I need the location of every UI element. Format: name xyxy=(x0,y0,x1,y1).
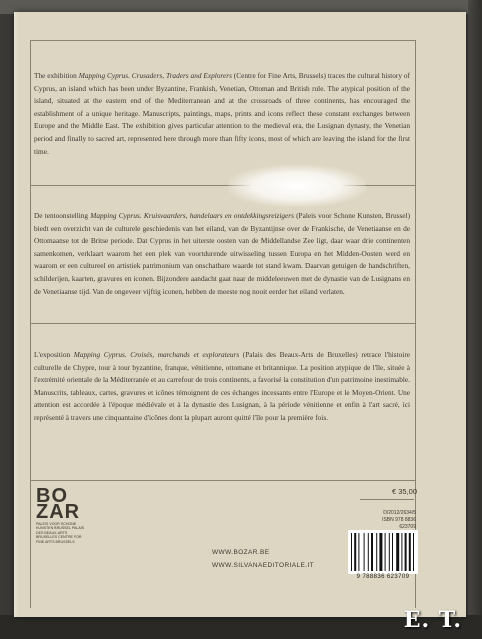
plastic-wrap-edge xyxy=(14,12,18,617)
english-exhibition-title: Mapping Cyprus. Crusaders, Traders and Explorers xyxy=(78,71,232,80)
light-glare xyxy=(228,165,366,207)
barcode-number: 9 788836 623709 xyxy=(356,574,410,580)
price-rule xyxy=(360,499,414,500)
french-text-body: (Palais des Beaux-Arts de Bruxelles) retrace l'histoire culturelle de Chypre, tour à tour byzantine, franque, vénitienne, ottomane et britannique. La position atypique de l'île, située à l'extrémité orientale de la Méditerranée et au carrefour de trois continents, a favorisé la constitution d'un patrimoine inestimable. Manuscrits, tableaux, cartes, gravures et icônes témoignent de ces échanges incessants entre l'Europe et le Moyen-Orient. Une attention est accordée à l'époque médiévale et à la dynastie des Lusignan, à la période vénitienne et enfin à l'art sacré, ici représenté à travers une cinquantaine d'icônes dont la plupart auront quitté l'île pour la première fois. xyxy=(34,350,410,422)
book-codes xyxy=(378,510,416,531)
logo-subtitle: PALEIS VOOR SCHONE KUNSTEN BRUSSEL PALAIS DES BEAUX-ARTS BRUXELLES CENTRE FOR FINE ARTS BRUSSELS xyxy=(36,522,85,544)
price-label: € 35,00 xyxy=(392,487,418,496)
bozar-url: WWW.BOZAR.BE xyxy=(212,549,270,556)
dutch-text-start: De tentoonstelling xyxy=(34,211,91,220)
frame-top-rule xyxy=(30,40,416,41)
legal-deposit-code: D/2012/2634/5 xyxy=(383,510,416,516)
logo-text-line1: BO xyxy=(36,485,68,507)
photo-backdrop-right xyxy=(468,0,482,639)
section-divider-3 xyxy=(30,480,416,481)
english-description xyxy=(34,70,410,158)
section-divider-2 xyxy=(30,323,416,324)
dutch-description xyxy=(34,210,410,298)
publisher-urls xyxy=(212,546,314,572)
logo-text-line2: ZAR xyxy=(36,501,81,523)
isbn-code: ISBN 978 8836 623709 xyxy=(382,517,416,530)
french-text-start: L'exposition xyxy=(34,350,74,359)
french-exhibition-title: Mapping Cyprus. Croisés, marchands et explorateurs xyxy=(73,350,240,359)
english-text-body: (Centre for Fine Arts, Brussels) traces the cultural history of Cyprus, an island which has been under Byzantine, Frankish, Venetian, Ottoman and British rule. The atypical position of the island, situated at the eastern end of the Mediterranean and at the crossroads of three continents, has encouraged the establishment of a unique heritage. Manuscripts, paintings, maps, prints and icons reflect these constant exchanges between Europe and the Middle East. The exhibition gives particular attention to the medieval era, the Lusignan dynasty, the Venetian period and finally to sacred art, represented here through more than fifty icons, most of which are leaving the island for the first time. xyxy=(34,71,410,156)
bozar-logo xyxy=(36,485,86,544)
barcode-icon xyxy=(348,530,418,574)
english-text-start: The exhibition xyxy=(34,71,79,80)
seller-watermark: E. T. xyxy=(403,607,462,633)
silvana-url: WWW.SILVANAEDITORIALE.IT xyxy=(212,562,315,569)
french-description xyxy=(34,349,410,425)
dutch-exhibition-title: Mapping Cyprus. Kruisvaarders, handelaars en ontdekkingsreizigers xyxy=(90,211,294,220)
dutch-text-body: (Paleis voor Schone Kunsten, Brussel) biedt een overzicht van de culturele geschiedenis van het eiland, van de Byzantijnse over de Frankische, de Venetiaanse en de Ottomaanse tot de Britse periode. Dat Cyprus in het uiterste oosten van de Middellandse Zee ligt, daar waar drie continenten samenkomen, verklaart waarom het een plek van voortdurende uitwisseling tussen Europa en het Midden-Oosten werd en waarom er een cultureel en artistiek patrimonium van onschatbare waarde tot stand kwam. Daarvan getuigen de handschriften, schilderijen, kaarten, gravures en iconen. Bijzondere aandacht gaat naar de middeleeuwen met de dynastie van de Lusignans en de Venetiaanse tijd. Van de ongeveer vijftig iconen, hebben de meeste nog nooit eerder het eiland verlaten. xyxy=(34,211,410,296)
